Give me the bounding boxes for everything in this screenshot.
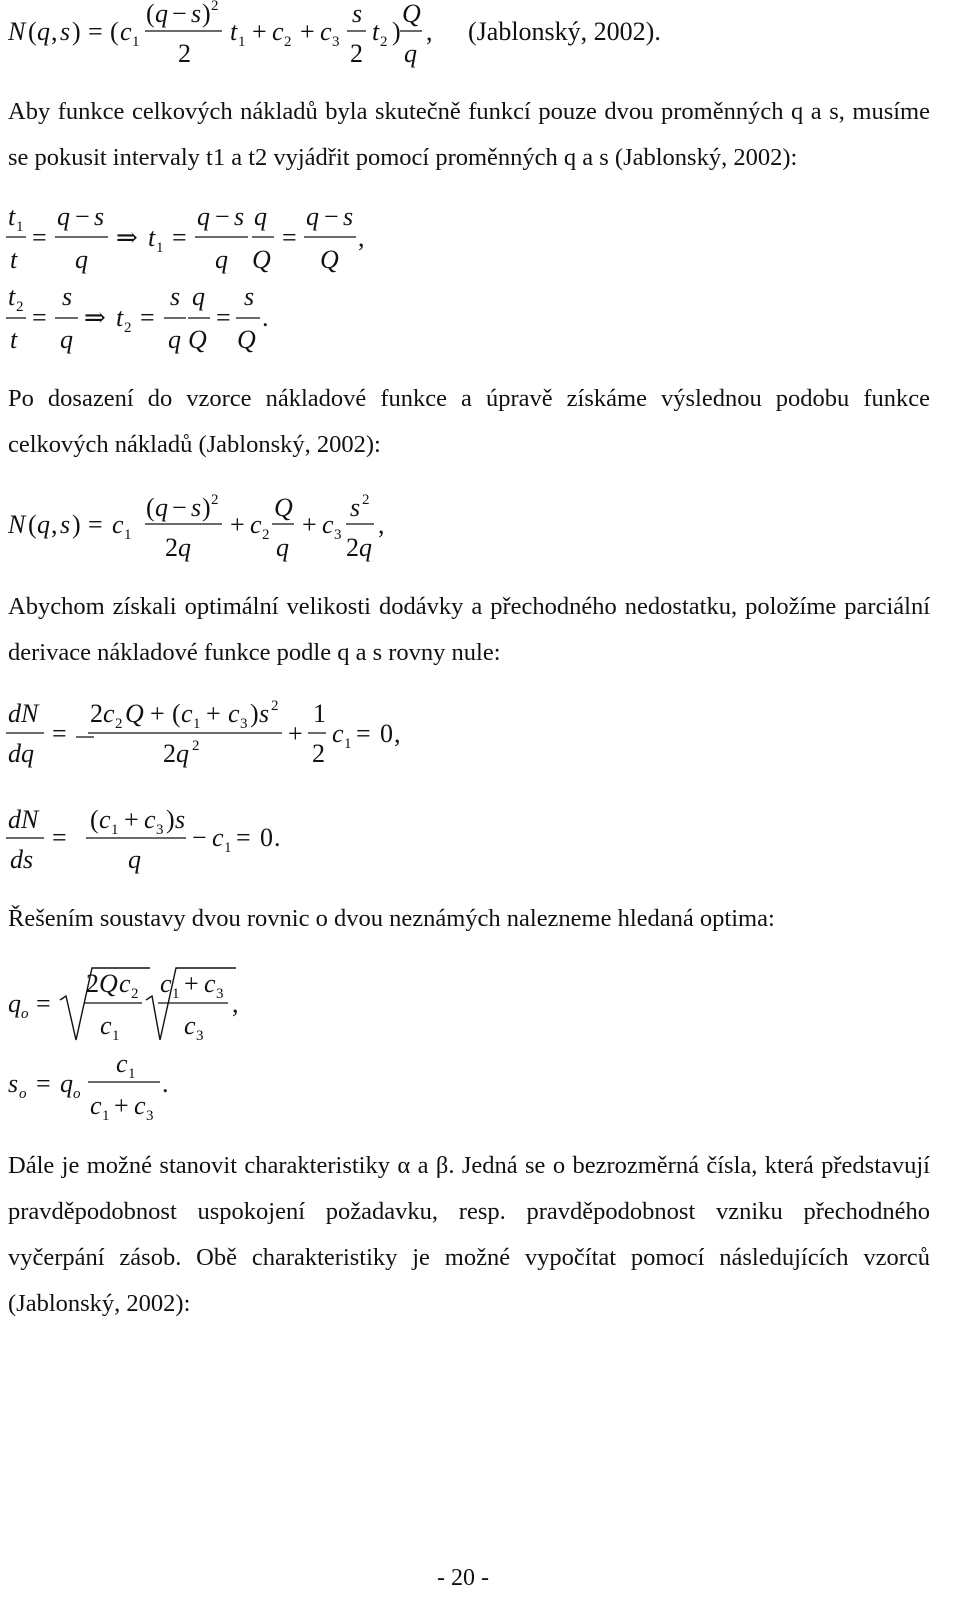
svg-text:s: s xyxy=(191,0,202,28)
svg-text:=: = xyxy=(52,719,67,748)
svg-text:2: 2 xyxy=(284,34,292,50)
svg-text:q: q xyxy=(155,0,168,28)
svg-text:−: − xyxy=(75,202,90,231)
paragraph-characteristics: Dále je možné stanovit charakteristiky α a β. Jedná se o bezrozměrná čísla, která představují pravděpodobnost uspokojení požadavku, resp. pravděpodobnost vzniku přechodného vyčerpání zásob. Obě charakteristiky je možné vypočítat pomocí následujících vzorců (Jablonský, 2002): xyxy=(8,1152,930,1317)
svg-text:s: s xyxy=(60,510,71,539)
svg-text:): ) xyxy=(250,699,259,728)
svg-text:c: c xyxy=(322,510,334,539)
svg-text:t: t xyxy=(10,245,18,274)
svg-text:s: s xyxy=(234,202,245,231)
svg-text:s: s xyxy=(62,282,73,311)
svg-text:Q: Q xyxy=(274,493,293,522)
svg-text:⇒: ⇒ xyxy=(116,223,138,252)
svg-text:c: c xyxy=(212,823,224,852)
svg-text:t: t xyxy=(8,202,16,231)
svg-text:c: c xyxy=(272,17,284,46)
equation-optimal-s xyxy=(8,1049,169,1124)
svg-text:q: q xyxy=(57,202,70,231)
svg-text:3: 3 xyxy=(156,822,164,838)
svg-text:c: c xyxy=(184,1011,196,1040)
svg-text:,: , xyxy=(394,719,401,748)
svg-text:+: + xyxy=(124,805,139,834)
svg-text:2: 2 xyxy=(192,738,200,754)
svg-text:c: c xyxy=(204,969,216,998)
svg-text:1: 1 xyxy=(238,34,246,50)
svg-text:s: s xyxy=(170,282,181,311)
svg-text:Q: Q xyxy=(188,325,207,354)
svg-text:q: q xyxy=(75,245,88,274)
svg-text:t: t xyxy=(372,17,380,46)
equation-t2 xyxy=(6,282,269,354)
svg-text:,: , xyxy=(232,989,239,1018)
svg-text:⇒: ⇒ xyxy=(84,303,106,332)
svg-text:(: ( xyxy=(146,493,155,522)
svg-text:+: + xyxy=(300,17,315,46)
svg-text:dq: dq xyxy=(8,739,34,768)
paragraph-derivatives: Abychom získali optimální velikosti dodávky a přechodného nedostatku, položíme parciální derivace nákladové funkce podle q a s rovny nule: xyxy=(8,593,930,666)
paragraph-optima: Řešením soustavy dvou rovnic o dvou neznámých nalezneme hledaná optima: xyxy=(8,905,775,932)
svg-text:−: − xyxy=(324,202,339,231)
svg-text:1: 1 xyxy=(16,219,24,235)
svg-text:t: t xyxy=(8,282,16,311)
svg-text:q: q xyxy=(306,202,319,231)
svg-text:−: − xyxy=(215,202,230,231)
svg-text:q: q xyxy=(404,39,417,68)
svg-text:0: 0 xyxy=(380,719,393,748)
svg-text:3: 3 xyxy=(240,716,248,732)
svg-text:1: 1 xyxy=(344,736,352,752)
svg-text:s: s xyxy=(244,282,255,311)
svg-text:+: + xyxy=(288,719,303,748)
svg-text:2: 2 xyxy=(178,39,191,68)
svg-text:=: = xyxy=(36,989,51,1018)
svg-text:c: c xyxy=(112,510,124,539)
svg-text:2: 2 xyxy=(312,739,325,768)
svg-text:.: . xyxy=(162,1069,169,1098)
paragraph-intervals: Aby funkce celkových nákladů byla skutečně funkcí pouze dvou proměnných q a s, musíme se pokusit intervaly t1 a t2 vyjádřit pomocí proměnných q a s (Jablonský, 2002): xyxy=(8,98,930,171)
svg-text:2: 2 xyxy=(124,320,132,336)
svg-text:q: q xyxy=(168,325,181,354)
svg-text:s: s xyxy=(175,805,186,834)
svg-text:c: c xyxy=(90,1091,102,1120)
svg-text:dN: dN xyxy=(8,699,39,728)
svg-text:2: 2 xyxy=(380,34,388,50)
svg-text:q: q xyxy=(60,1069,73,1098)
svg-text:2: 2 xyxy=(163,739,176,768)
svg-text:Q: Q xyxy=(125,699,144,728)
svg-text:2: 2 xyxy=(362,492,370,508)
citation: (Jablonský, 2002). xyxy=(468,17,661,46)
svg-text:=: = xyxy=(88,17,103,46)
svg-text:0: 0 xyxy=(260,823,273,852)
svg-text:3: 3 xyxy=(216,986,224,1002)
svg-text:): ) xyxy=(72,17,81,46)
svg-text:t: t xyxy=(116,303,124,332)
svg-text:q: q xyxy=(254,202,267,231)
svg-text:(: ( xyxy=(28,510,37,539)
svg-text:q: q xyxy=(155,493,168,522)
svg-text:c: c xyxy=(103,699,115,728)
svg-text:c: c xyxy=(181,699,193,728)
svg-text:+: + xyxy=(184,969,199,998)
svg-text:2: 2 xyxy=(346,533,359,562)
svg-text:c: c xyxy=(134,1091,146,1120)
svg-text:): ) xyxy=(202,0,211,28)
svg-text:=: = xyxy=(236,823,251,852)
svg-text:s: s xyxy=(343,202,354,231)
svg-text:,: , xyxy=(51,17,58,46)
svg-text:=: = xyxy=(216,303,231,332)
svg-text:,: , xyxy=(51,510,58,539)
svg-text:Q: Q xyxy=(320,245,339,274)
svg-text:dN: dN xyxy=(8,805,39,834)
svg-text:o: o xyxy=(73,1086,81,1102)
svg-text:+: + xyxy=(150,699,165,728)
svg-text:=: = xyxy=(172,223,187,252)
svg-text:o: o xyxy=(19,1086,27,1102)
svg-text:1: 1 xyxy=(313,699,326,728)
svg-text:c: c xyxy=(120,17,132,46)
equation-t1 xyxy=(6,202,365,274)
svg-text:): ) xyxy=(166,805,175,834)
svg-text:3: 3 xyxy=(332,34,340,50)
svg-text:−: − xyxy=(172,0,187,28)
svg-text:q: q xyxy=(197,202,210,231)
svg-text:=: = xyxy=(32,303,47,332)
svg-text:Q: Q xyxy=(99,969,118,998)
svg-text:c: c xyxy=(99,805,111,834)
svg-text:2: 2 xyxy=(165,533,178,562)
svg-text:Q: Q xyxy=(237,325,256,354)
svg-text:1: 1 xyxy=(156,240,164,256)
svg-text:c: c xyxy=(228,699,240,728)
svg-text:2: 2 xyxy=(350,39,363,68)
svg-text:=: = xyxy=(282,223,297,252)
svg-text:ds: ds xyxy=(10,845,34,874)
svg-text:=: = xyxy=(356,719,371,748)
svg-text:s: s xyxy=(259,699,270,728)
paragraph-substitution: Po dosazení do vzorce nákladové funkce a úpravě získáme výslednou podobu funkce celkových nákladů (Jablonský, 2002): xyxy=(8,385,930,458)
svg-text:=: = xyxy=(140,303,155,332)
svg-text:q: q xyxy=(60,325,73,354)
svg-text:Q: Q xyxy=(402,0,421,28)
svg-text:,: , xyxy=(426,17,433,46)
svg-text:.: . xyxy=(262,303,269,332)
svg-text:Q: Q xyxy=(252,245,271,274)
svg-text:c: c xyxy=(116,1049,128,1078)
equation-derivative-s xyxy=(6,805,281,874)
svg-text:): ) xyxy=(392,17,401,46)
svg-text:+: + xyxy=(302,510,317,539)
svg-text:,: , xyxy=(358,223,365,252)
svg-text:2: 2 xyxy=(131,986,139,1002)
svg-text:): ) xyxy=(202,493,211,522)
svg-text:=: = xyxy=(36,1069,51,1098)
svg-text:q: q xyxy=(128,845,141,874)
svg-text:2: 2 xyxy=(262,527,270,543)
svg-text:3: 3 xyxy=(146,1108,154,1124)
svg-text:+: + xyxy=(206,699,221,728)
svg-text:=: = xyxy=(32,223,47,252)
svg-text:=: = xyxy=(52,823,67,852)
page-number: - 20 - xyxy=(437,1565,489,1591)
svg-text:1: 1 xyxy=(224,840,232,856)
svg-text:2: 2 xyxy=(90,699,103,728)
svg-text:q: q xyxy=(276,533,289,562)
svg-text:(: ( xyxy=(172,699,181,728)
svg-text:+: + xyxy=(114,1091,129,1120)
svg-text:c: c xyxy=(320,17,332,46)
svg-text:c: c xyxy=(144,805,156,834)
svg-text:(: ( xyxy=(90,805,99,834)
svg-text:q: q xyxy=(8,989,21,1018)
equation-total-cost-initial xyxy=(7,0,661,68)
svg-text:2: 2 xyxy=(271,698,279,714)
svg-text:−: − xyxy=(172,493,187,522)
svg-text:q: q xyxy=(359,533,372,562)
svg-text:=: = xyxy=(88,510,103,539)
svg-text:(: ( xyxy=(28,17,37,46)
svg-text:1: 1 xyxy=(112,1028,120,1044)
svg-text:o: o xyxy=(21,1006,29,1022)
svg-text:q: q xyxy=(37,510,50,539)
svg-text:s: s xyxy=(191,493,202,522)
svg-text:+: + xyxy=(252,17,267,46)
svg-text:c: c xyxy=(250,510,262,539)
svg-text:1: 1 xyxy=(111,822,119,838)
svg-text:2: 2 xyxy=(16,299,24,315)
svg-text:1: 1 xyxy=(172,986,180,1002)
svg-text:1: 1 xyxy=(132,34,140,50)
equation-derivative-q xyxy=(6,698,401,768)
svg-text:1: 1 xyxy=(102,1108,110,1124)
svg-text:c: c xyxy=(332,719,344,748)
svg-text:(: ( xyxy=(110,17,119,46)
svg-text:t: t xyxy=(230,17,238,46)
svg-text:q: q xyxy=(37,17,50,46)
svg-text:t: t xyxy=(10,325,18,354)
svg-text:N: N xyxy=(8,17,26,46)
svg-text:2: 2 xyxy=(211,492,219,508)
equation-total-cost-final xyxy=(7,492,385,562)
svg-text:s: s xyxy=(94,202,105,231)
svg-text:s: s xyxy=(352,0,363,28)
svg-text:2: 2 xyxy=(86,969,99,998)
svg-text:1: 1 xyxy=(193,716,201,732)
equation-optimal-q xyxy=(8,968,239,1044)
svg-text:−: − xyxy=(192,823,207,852)
svg-text:+: + xyxy=(230,510,245,539)
svg-text:q: q xyxy=(215,245,228,274)
svg-text:3: 3 xyxy=(334,527,342,543)
svg-text:2: 2 xyxy=(211,0,219,14)
svg-text:N: N xyxy=(8,510,26,539)
svg-text:.: . xyxy=(274,823,281,852)
svg-text:): ) xyxy=(72,510,81,539)
svg-text:2: 2 xyxy=(115,716,123,732)
svg-text:t: t xyxy=(148,223,156,252)
svg-text:(: ( xyxy=(146,0,155,28)
svg-text:s: s xyxy=(350,493,361,522)
svg-text:1: 1 xyxy=(124,527,132,543)
svg-text:c: c xyxy=(100,1011,112,1040)
svg-text:c: c xyxy=(119,969,131,998)
svg-text:3: 3 xyxy=(196,1028,204,1044)
svg-text:,: , xyxy=(378,510,385,539)
svg-text:s: s xyxy=(8,1069,19,1098)
svg-text:1: 1 xyxy=(128,1066,136,1082)
svg-text:q: q xyxy=(176,739,189,768)
svg-text:q: q xyxy=(192,282,205,311)
svg-text:s: s xyxy=(60,17,71,46)
svg-text:c: c xyxy=(160,969,172,998)
svg-text:q: q xyxy=(178,533,191,562)
